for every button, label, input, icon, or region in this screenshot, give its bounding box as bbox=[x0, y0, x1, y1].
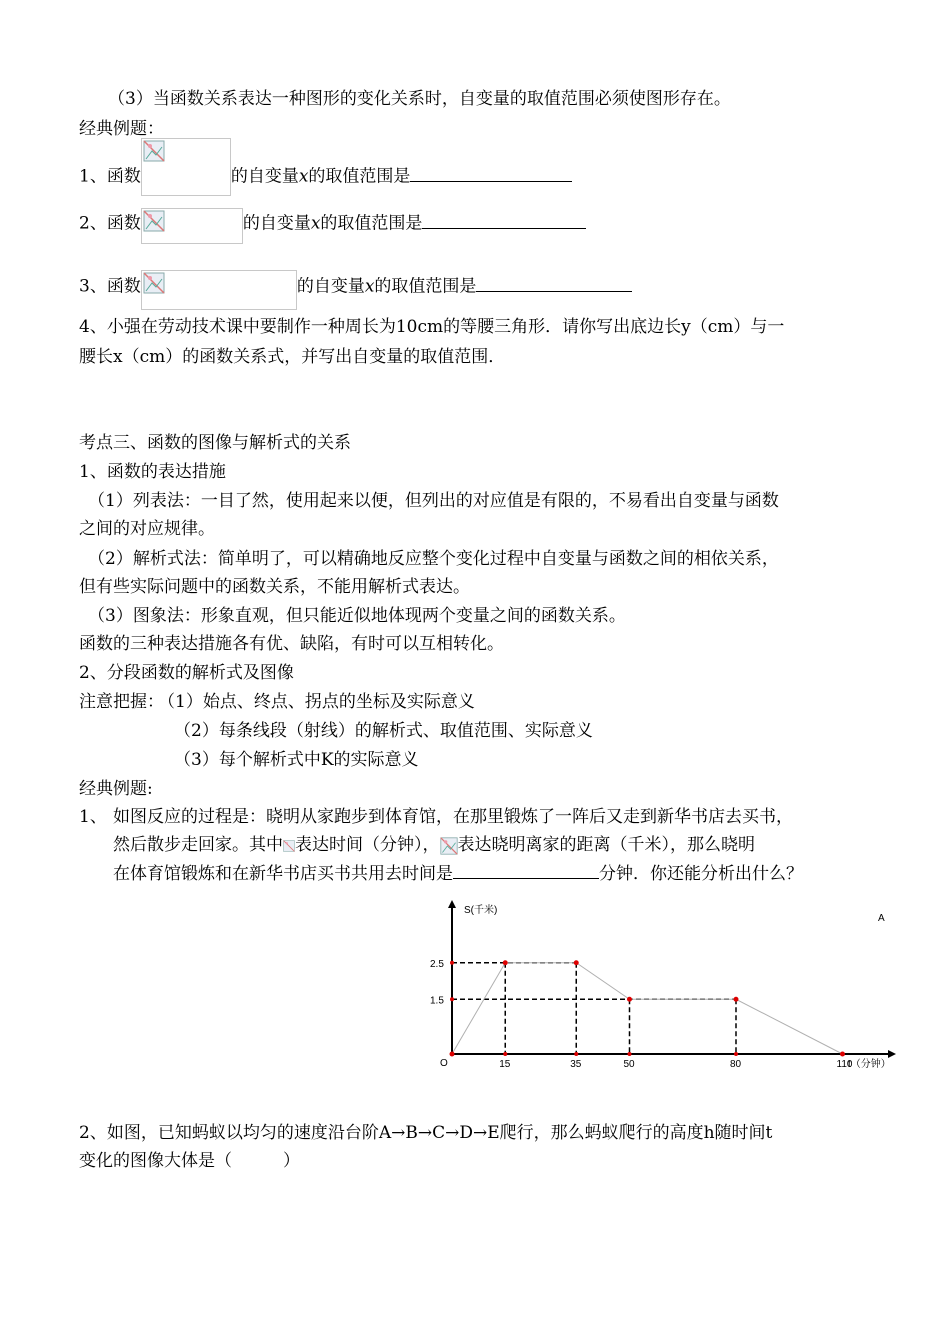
section-3-examples-label: 经典例题: bbox=[79, 779, 153, 799]
q2-prefix: 2、函数 bbox=[79, 213, 141, 234]
broken-image-icon bbox=[143, 210, 165, 232]
q3-suffix-b: 的取值范围是 bbox=[374, 276, 477, 297]
q1-prefix: 1、函数 bbox=[79, 166, 141, 187]
distance-time-chart bbox=[410, 896, 900, 1086]
q3-prefix: 3、函数 bbox=[79, 276, 141, 297]
method-1-line-2: 之间的对应规律。 bbox=[79, 519, 215, 539]
y-tick-label: 2.5 bbox=[430, 958, 444, 970]
distance-series-line bbox=[452, 963, 843, 1054]
example-2-line-2: 变化的图像大体是（ ） bbox=[79, 1151, 300, 1171]
data-point bbox=[450, 1052, 455, 1057]
q1-formula-image bbox=[141, 138, 231, 196]
q3-var: x bbox=[364, 276, 375, 297]
q2-var: x bbox=[310, 213, 321, 234]
section-3-heading-1: 1、函数的表达措施 bbox=[79, 462, 226, 482]
ex1-line3b: 分钟．你还能分析出什么？ bbox=[599, 864, 803, 884]
x-tick-point bbox=[503, 1052, 507, 1056]
x-tick-label: 50 bbox=[623, 1059, 635, 1070]
data-point bbox=[574, 960, 579, 965]
method-1-line-1: （1）列表法：一目了然，使用起来以便，但列出的对应值是有限的，不易看出自变量与函数 bbox=[88, 491, 779, 511]
x-tick-label: 80 bbox=[730, 1059, 742, 1070]
q2-formula-image bbox=[141, 208, 243, 244]
broken-image-icon bbox=[143, 140, 165, 162]
example-1-line-3 bbox=[113, 863, 803, 885]
y-tick-label: 1.5 bbox=[430, 995, 444, 1007]
examples-label: 经典例题： bbox=[79, 119, 164, 139]
y-axis-label: S(千米) bbox=[464, 905, 498, 916]
x-tick-point bbox=[574, 1052, 578, 1056]
method-3: （3）图象法：形象直观，但只能近似地体现两个变量之间的函数关系。 bbox=[88, 606, 626, 626]
data-point bbox=[503, 960, 508, 965]
distance-variable-image-icon bbox=[440, 837, 458, 855]
q2-suffix-a: 的自变量 bbox=[242, 213, 311, 234]
ex1-line2b: 表达时间（分钟）， bbox=[295, 835, 440, 855]
corner-label: A bbox=[878, 913, 885, 924]
ex1-line3a: 在体育馆锻炼和在新华书店买书共用去时间是 bbox=[113, 864, 453, 884]
note-3: （3）每个解析式中K的实际意义 bbox=[174, 750, 419, 770]
x-tick-label: 110 bbox=[836, 1059, 853, 1070]
question-3 bbox=[79, 264, 632, 310]
y-axis-arrow bbox=[448, 900, 456, 908]
question-4-line-1: 4、小强在劳动技术课中要制作一种周长为10cm的等腰三角形．请你写出底边长y（cm）与一 bbox=[79, 317, 785, 337]
q1-suffix-b: 的取值范围是 bbox=[308, 166, 411, 187]
x-tick-point bbox=[734, 1052, 738, 1056]
q2-answer-blank[interactable] bbox=[422, 214, 586, 229]
section-3-title: 考点三、函数的图像与解析式的关系 bbox=[79, 433, 351, 453]
x-tick-label: 15 bbox=[499, 1059, 511, 1070]
example-1-number: 1、 bbox=[79, 807, 107, 827]
y-tick-point bbox=[450, 997, 454, 1001]
origin-label: O bbox=[440, 1058, 448, 1069]
q3-answer-blank[interactable] bbox=[476, 277, 632, 292]
method-2-line-1: （2）解析式法：简单明了，可以精确地反应整个变化过程中自变量与函数之间的相依关系， bbox=[88, 549, 779, 569]
x-axis-label: t（分钟） bbox=[848, 1059, 891, 1070]
question-2 bbox=[79, 204, 586, 244]
note-2: （2）每条线段（射线）的解析式、取值范围、实际意义 bbox=[174, 721, 593, 741]
time-variable-image-icon bbox=[283, 837, 295, 855]
q1-answer-blank[interactable] bbox=[410, 167, 572, 182]
q3-formula-image bbox=[141, 270, 297, 310]
x-axis-arrow bbox=[888, 1050, 896, 1058]
section-3-heading-2: 2、分段函数的解析式及图像 bbox=[79, 663, 294, 683]
note-label: 注意把握： bbox=[79, 692, 164, 712]
ex1-answer-blank[interactable] bbox=[453, 864, 599, 879]
q3-suffix-a: 的自变量 bbox=[296, 276, 365, 297]
data-point bbox=[840, 1052, 845, 1057]
method-2-line-2: 但有些实际问题中的函数关系，不能用解析式表达。 bbox=[79, 577, 470, 597]
example-1-line-2 bbox=[113, 834, 755, 856]
note-1: （1）始点、终点、拐点的坐标及实际意义 bbox=[158, 692, 475, 712]
ex1-line2c: 表达晓明离家的距离（千米），那么晓明 bbox=[457, 835, 755, 855]
broken-image-icon bbox=[143, 272, 165, 294]
example-2-line-1: 2、如图，已知蚂蚁以均匀的速度沿台阶A→B→C→D→E爬行，那么蚂蚁爬行的高度h随时间t bbox=[79, 1123, 773, 1143]
data-point bbox=[627, 997, 632, 1002]
rule-3-text: （3）当函数关系表达一种图形的变化关系时，自变量的取值范围必须使图形存在。 bbox=[108, 89, 731, 109]
x-tick-point bbox=[628, 1052, 632, 1056]
q1-suffix-a: 的自变量 bbox=[230, 166, 299, 187]
x-tick-label: 35 bbox=[570, 1059, 582, 1070]
methods-summary: 函数的三种表达措施各有优、缺陷，有时可以互相转化。 bbox=[79, 634, 504, 654]
q2-suffix-b: 的取值范围是 bbox=[320, 213, 423, 234]
q1-var: x bbox=[298, 166, 309, 187]
y-tick-point bbox=[450, 961, 454, 965]
example-1-line-1: 如图反应的过程是：晓明从家跑步到体育馆，在那里锻炼了一阵后又走到新华书店去买书， bbox=[113, 807, 793, 827]
question-4-line-2: 腰长x（cm）的函数关系式，并写出自变量的取值范围． bbox=[79, 347, 506, 367]
data-point bbox=[734, 997, 739, 1002]
question-1 bbox=[79, 158, 572, 196]
ex1-line2a: 然后散步走回家。其中 bbox=[113, 835, 283, 855]
